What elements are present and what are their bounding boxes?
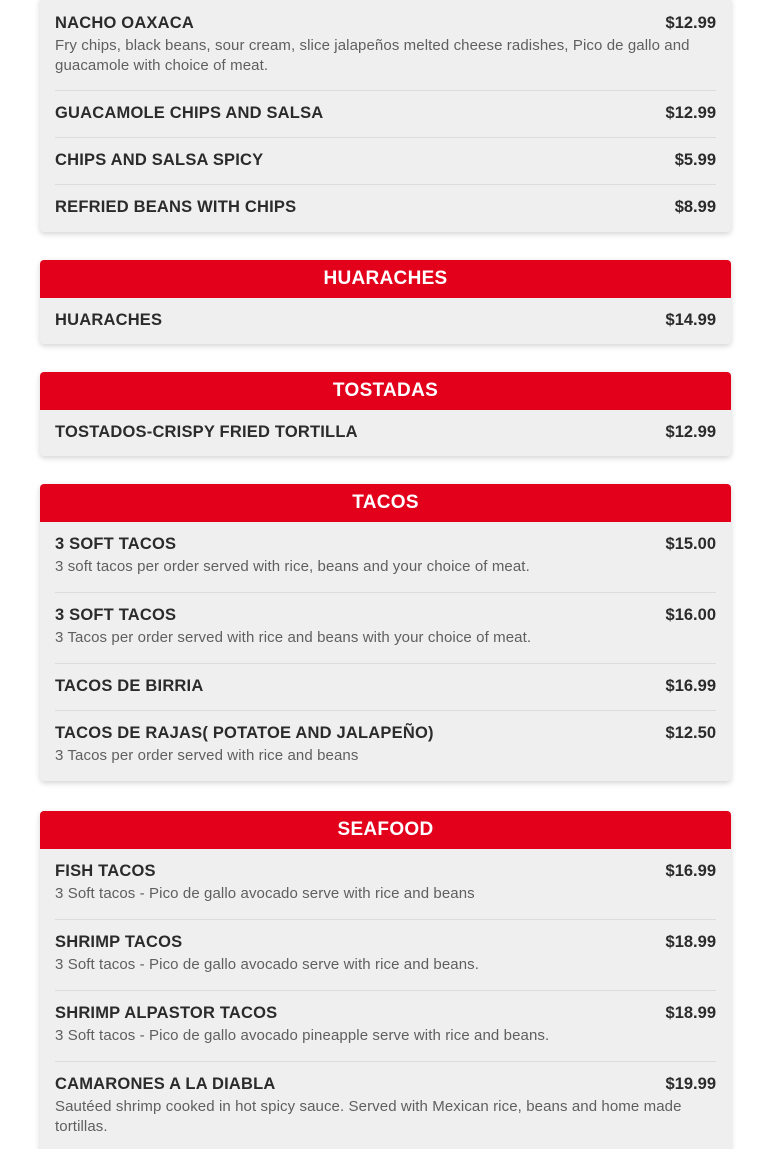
menu-section-appetizers [40, 0, 731, 232]
menu-item[interactable] [55, 138, 716, 185]
menu-item[interactable] [55, 522, 716, 593]
menu-items [40, 522, 731, 781]
item-description: 3 Tacos per order served with rice and beans with your choice of meat. [55, 629, 532, 646]
menu-items [40, 410, 731, 456]
item-price: $5.99 [674, 151, 716, 169]
item-name: CHIPS AND SALSA SPICY [55, 151, 264, 169]
menu-item[interactable] [55, 1062, 716, 1149]
item-name: CAMARONES A LA DIABLA [55, 1075, 276, 1093]
item-description: 3 Soft tacos - Pico de gallo avocado serve with rice and beans. [55, 956, 480, 973]
item-name: HUARACHES [55, 311, 163, 329]
item-price: $16.99 [665, 862, 716, 880]
item-price: $18.99 [665, 933, 716, 951]
menu-item[interactable] [55, 849, 716, 920]
item-price: $14.99 [665, 311, 716, 329]
item-price: $18.99 [665, 1004, 716, 1022]
item-name: NACHO OAXACA [55, 14, 194, 32]
menu-items [40, 0, 731, 232]
menu-item[interactable] [55, 711, 716, 781]
item-price: $19.99 [665, 1075, 716, 1093]
item-name: TOSTADOS-CRISPY FRIED TORTILLA [55, 423, 358, 441]
item-description: 3 Soft tacos - Pico de gallo avocado pineapple serve with rice and beans. [55, 1027, 550, 1044]
section-header: SEAFOOD [40, 811, 731, 849]
menu-item[interactable] [55, 410, 716, 456]
item-name: TACOS DE RAJAS( POTATOE AND JALAPEÑO) [55, 724, 434, 742]
item-description: 3 soft tacos per order served with rice, beans and your choice of meat. [55, 558, 530, 575]
item-price: $16.00 [665, 606, 716, 624]
menu-item[interactable] [55, 0, 716, 91]
section-header: TOSTADAS [40, 372, 731, 410]
item-description: Sautéed shrimp cooked in hot spicy sauce. Served with Mexican rice, beans and home made tortillas. [55, 1098, 682, 1135]
item-description: 3 Soft tacos - Pico de gallo avocado serve with rice and beans [55, 885, 475, 902]
item-name: SHRIMP ALPASTOR TACOS [55, 1004, 278, 1022]
menu-item[interactable] [55, 298, 716, 344]
menu-item[interactable] [55, 664, 716, 711]
item-name: FISH TACOS [55, 862, 156, 880]
item-price: $12.99 [665, 14, 716, 32]
menu-item[interactable] [55, 91, 716, 138]
menu-section-seafood [40, 811, 731, 1149]
menu-item[interactable] [55, 185, 716, 232]
item-description: 3 Tacos per order served with rice and beans [55, 747, 359, 764]
menu-items [40, 849, 731, 1149]
menu-item[interactable] [55, 593, 716, 664]
item-name: 3 SOFT TACOS [55, 535, 177, 553]
menu-section-huaraches [40, 260, 731, 344]
item-name: 3 SOFT TACOS [55, 606, 177, 624]
section-header: HUARACHES [40, 260, 731, 298]
menu-section-tostadas [40, 372, 731, 456]
item-price: $8.99 [674, 198, 716, 216]
item-price: $12.99 [665, 104, 716, 122]
item-name: SHRIMP TACOS [55, 933, 183, 951]
menu-item[interactable] [55, 991, 716, 1062]
item-price: $15.00 [665, 535, 716, 553]
menu-section-tacos [40, 484, 731, 781]
item-price: $12.50 [665, 724, 716, 742]
menu-items [40, 298, 731, 344]
item-name: REFRIED BEANS WITH CHIPS [55, 198, 297, 216]
item-price: $16.99 [665, 677, 716, 695]
section-header: TACOS [40, 484, 731, 522]
item-name: TACOS DE BIRRIA [55, 677, 204, 695]
menu-item[interactable] [55, 920, 716, 991]
item-price: $12.99 [665, 423, 716, 441]
item-name: GUACAMOLE CHIPS AND SALSA [55, 104, 324, 122]
item-description: Fry chips, black beans, sour cream, slice jalapeños melted cheese radishes, Pico de gallo and guacamole with choice of meat. [55, 37, 690, 74]
